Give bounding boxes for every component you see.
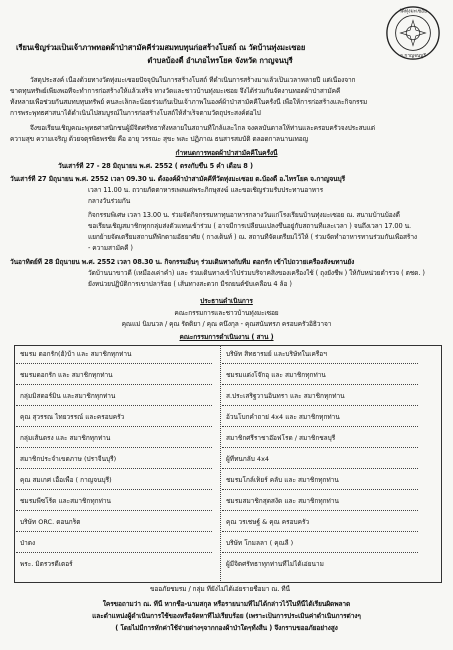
objective-line: การพระพุทธศาสนาได้ดำเนินไปสมบูรณ์ในการก่อสร้างโบสถ์ให้สำเร็จตามวัตถุประสงค์ต่อไป	[10, 109, 261, 117]
organizer-right-item: อ้วนโบกคำถาย่ 4x4 และ สมาชิกทุกท่าน	[226, 413, 340, 421]
row-rule	[16, 468, 212, 469]
row-rule	[222, 531, 418, 532]
day1-line: เวลา 11.00 น. ถวายภัตตาหารเพลแด่พระภิกษุสงฆ์ และขอเชิญร่วมรับประทานอาหาร	[88, 186, 324, 194]
organizer-right-item: สมาชิกศรีราชาอ๊อฟโรด / สมาชิกชลบุรี	[226, 434, 336, 442]
schedule-dates: วันเสาร์ที่ 27 - 28 มิถุนายน พ.ศ. 2552 ( ตรงกับขึ้น 5 ค่ำ เดือน 8 )	[58, 162, 253, 170]
doc-title: เรียนเชิญร่วมเป็นเจ้าภาพทอดผ้าป่าสามัคคีร่วมสมทบทุนก่อสร้างโบสถ์ ณ วัดบ้านทุ่งมะเซอย	[16, 43, 306, 52]
day1-line: แยกย้ายจัดเตรียมสถานที่พักตามอัธยาศัย ( กางเต็นท์ ) ณ. สถานที่จัดเตรียมไว้ให้ ( ร่วมจัดทำอาหารทานร่วมกันเพื่อสร้าง	[88, 233, 418, 241]
day1-line: วันเสาร์ที่ 27 มิถุนายน พ.ศ. 2552 เวลา 09.30 น. ตั้งองค์ผ้าป่าสามัคคีที่วัดทุ่งมะเซอย ต.บ้องตี้ อ.ไทรโยค จ.กาญจนบุรี	[10, 175, 346, 183]
footer-line: ( โดยไม่มีการหักค่าใช้จ่ายต่างๆจากกองผ้าป่าใดๆทั้งสิ้น ) จึงกราบขออภัยอย่างสูง	[115, 624, 338, 632]
organizer-right-item: ผู้มีจิตศรัทธาทุกท่านที่ไม่ได้เอ่ยนาม	[226, 560, 324, 568]
invite-line: ความสุข ความเจริญ ด้วยจตุรพิธพรชัย คือ อายุ วรรณะ สุขะ พละ ปฏิภาณ ธนสารสมบัติ ตลอดกาลนานเทอญ	[10, 135, 309, 143]
organizer-right-item: บริษัท สิทธารมย์ และบริษัทในเครือฯ	[226, 350, 327, 358]
day1-line: กลางวันร่วมกัน	[88, 197, 131, 205]
row-rule	[16, 363, 212, 364]
organizer-left-item: ชมรม ตอกรัก(ฮ้)บ้า และ สมาชิกทุกท่าน	[20, 350, 132, 358]
invite-line: จึงขอเรียนเชิญคณะพุทธศาสนิกชนผู้มีจิตศรัทธาทั้งหลายในสถานที่ใกล้และไกล จงคลบันดาลให้ท่านและครอบครัวจงประสบแต่	[30, 124, 375, 132]
apology-note: ขออภัยชมรม / กลุ่ม ที่ยังไม่ได้เอ่ยรายชื่อมา ณ. ที่นี้	[150, 585, 290, 593]
row-rule	[16, 447, 212, 448]
footer-line: ใครขอถามว่า ณ. ที่นี้ หากชื่อ-นามสกุล หรือรายนามที่ไม่ได้กล่าวไว้ในที่นี้ได้เรียนผิดพลาด	[102, 600, 351, 608]
row-rule	[222, 510, 418, 511]
row-rule	[16, 405, 212, 406]
day1-line: ขอเรียนเชิญสมาชิกทุกกลุ่มส่งตัวแทนเข้าร่วม ( อาจมีการเปลี่ยนแปลงขึ้นอยู่กับสถานที่และเวลา ) จนถึงเวลา 17.00 น.	[88, 222, 411, 230]
schedule-heading: กำหนดการทอดผ้าป่าสามัคคีในครั้งนี้	[175, 149, 278, 157]
day2-line: วัดบ้านนาขาวดี (เหมืองเค่าคำ) และ ร่วมเดินทางเข้าไปร่วมบริจาคสิ่งของเครื่องใช้ ( ถุงยังชีพ ) ให้กับหน่วยตำรวจ ( ตชด. )	[88, 269, 425, 277]
objective-line: ขาดทุนทรัพย์เพียงพอที่จะทำการก่อสร้างให้แล้วเสร็จ ทางวัดและชาวบ้านทุ่งมะเซอย จึงได้ร่วมกันจัดงานทอดผ้าป่าสามัคคี	[10, 87, 341, 95]
row-rule	[222, 552, 418, 553]
row-rule	[16, 510, 212, 511]
day1-line: - ความสามัคคี )	[88, 244, 133, 252]
row-rule	[16, 489, 212, 490]
organizer-right-item: คุณ วรเชษฐ์ & คุณ ครอบครัว	[226, 518, 310, 526]
organizer-left-item: ชมรมดอกรัก และ สมาชิกทุกท่าน	[20, 371, 113, 379]
organizer-right-item: ชมรมโกล์เท็ยร์ คลับ และ สมาชิกทุกท่าน	[226, 476, 339, 484]
temple-seal-icon	[384, 4, 442, 62]
day2-line: วันอาทิตย์ที่ 28 มิถุนายน พ.ศ. 2552 เวลา 08.30 น. กิจกรรมอื่นๆ ร่วมเดินทางกับทีม ตอกรัก เข้าไปถวายเครื่องสังฆทานยัง	[10, 258, 355, 266]
row-rule	[222, 384, 418, 385]
objective-line: ทั้งหลายเพื่อช่วยกันสมทบทุนทรัพย์ คนละเล็กละน้อยร่วมกันเป็นเจ้าภาพในองค์ผ้าป่าสามัคคีในครั้งนี้ เพื่อให้การก่อสร้างและกิจกรรม	[10, 98, 368, 106]
seal-bottom-text: จ.กาญจนบุรี	[400, 54, 426, 60]
column-divider	[220, 345, 221, 581]
objective-line: วัสดุประสงค์ เนื่องด้วยทางวัดทุ่งมะเซอยปัจจุบันในการสร้างโบสถ์ ที่ดำเนินการสร้างมาแล้วเป็นเวลาหลายปี แต่เนื่องจาก	[30, 76, 356, 84]
organizers-heading: คณะกรรมการดำเนินงาน ( สาน )	[179, 333, 274, 341]
organizer-left-item: กลุ่มเส้นตรง และ สมาชิกทุกท่าน	[20, 434, 111, 442]
committee-members: คุณแม่ นิ่มนวล / คุณ รัตติยา / คุณ คนึงกุล - คุณสนันทรภ ครอบครัวอิธิวาจา	[121, 320, 332, 328]
row-rule	[16, 531, 212, 532]
organizer-left-item: ชมรมพีซโร้ด และสมาชิกทุกท่าน	[20, 497, 111, 505]
row-rule	[222, 426, 418, 427]
organizer-left-item: สมาชิกประจำเขตภาษ (ปราจีนบุรี)	[20, 455, 117, 463]
doc-subtitle: ตำบลบ้องตี้ อำเภอไทรโยค จังหวัด กาญจนบุรี	[147, 56, 293, 65]
row-rule	[16, 426, 212, 427]
organizer-right-item: บริษัท โกมลลา ( คุณลี )	[226, 539, 294, 547]
day1-line: กิจกรรมพิเศษ เวลา 13.00 น. ร่วมจัดกิจกรรมหาทุนอาหารกลางวันแก่โรงเรียนบ้านทุ่งมะเซอย ณ. สนามบ้านบ้องตี้	[88, 211, 400, 219]
row-rule	[222, 405, 418, 406]
organizer-left-item: คุณ สมเกศ เอื้อเพื้อ ( กาญจนบุรี)	[20, 476, 112, 484]
day2-line: ยังหน่วยปฏิบัติการเขาปลาร้อย ( เส้นทางสะดวก มีรถยนต์ขับเคลื่อน 4 ล้อ )	[88, 280, 292, 288]
organizer-right-item: ผู้ที่ทนกลับ 4x4	[226, 455, 270, 463]
organizer-left-item: ป่าตง	[20, 539, 36, 547]
organizer-right-item: ชมรมสมาชิกสุดสงัด และ สมาชิกทุกท่าน	[226, 497, 339, 505]
organizer-left-item: คุณ สุวรรณ ไทยวรรณ์ และครอบครัว	[20, 413, 125, 421]
organizer-left-item: พระ. มิตรวรดีเตอร์	[20, 560, 73, 568]
organizer-right-item: ส.ประเสริฐวานอินทรา และ สมาชิกทุกท่าน	[226, 392, 345, 400]
row-rule	[222, 447, 418, 448]
organizer-right-item: ชมรมแต่งโจ๊กอุ และ สมาชิกทุกท่าน	[226, 371, 326, 379]
committee-members: คณะกรรมการและชาวบ้านทุ่งมะเซอย	[174, 309, 279, 317]
committee-heading: ประธานดำเนินการ	[200, 297, 253, 305]
organizer-left-item: กลุ่มมิสดอร์มิน และสมาชิกทุกท่าน	[20, 392, 116, 400]
row-rule	[222, 468, 418, 469]
row-rule	[16, 552, 212, 553]
row-rule	[222, 489, 418, 490]
organizer-left-item: บริษัท ORC. ดอนกร็ต	[20, 518, 81, 526]
row-rule	[222, 363, 418, 364]
row-rule	[16, 384, 212, 385]
footer-line: และตำแหน่งผู้ดำเนินการใช้ของหรือจัดหาที่ไม่เรียบร้อย (เพราะเป็นการประเมินค่าดำเนินการต่างๆ	[92, 612, 361, 620]
seal-top-text: วัดทุ่งมะเซอย	[399, 9, 427, 15]
